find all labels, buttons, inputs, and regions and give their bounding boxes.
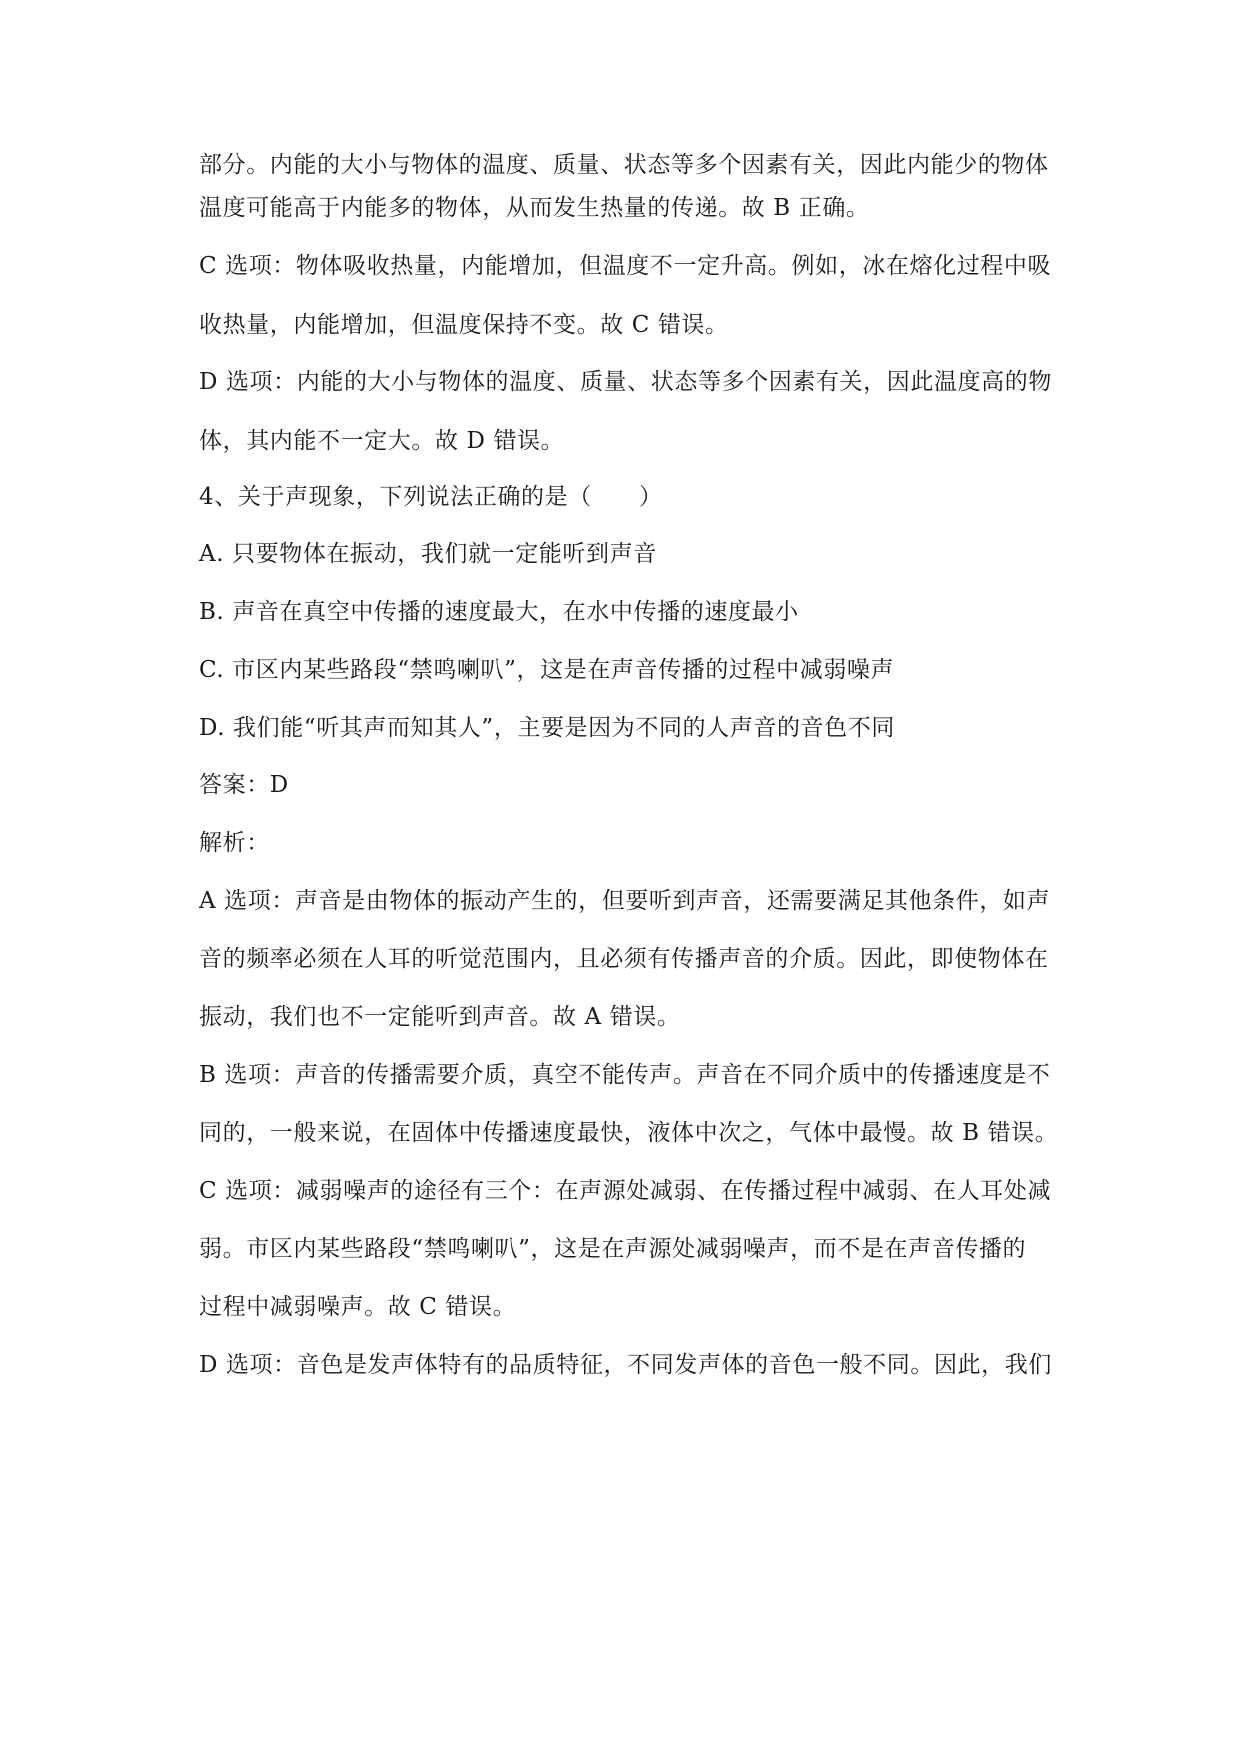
question-title: 4、关于声现象，下列说法正确的是（ ） xyxy=(199,484,663,510)
text-line: C 选项：减弱噪声的途径有三个：在声源处减弱、在传播过程中减弱、在人耳处减 xyxy=(199,1178,1052,1204)
text-line: 体，其内能不一定大。故 D 错误。 xyxy=(199,428,565,454)
analysis-heading: 解析： xyxy=(199,830,270,856)
text-line: 温度可能高于内能多的物体，从而发生热量的传递。故 B 正确。 xyxy=(199,195,870,221)
text-line: C 选项：物体吸收热量，内能增加，但温度不一定升高。例如，冰在熔化过程中吸 xyxy=(199,253,1052,279)
text-line: A 选项：声音是由物体的振动产生的，但要听到声音，还需要满足其他条件，如声 xyxy=(199,888,1051,914)
answer-line: 答案：D xyxy=(199,772,289,798)
text-line: D 选项：音色是发声体特有的品质特征，不同发声体的音色一般不同。因此，我们 xyxy=(199,1352,1052,1378)
option-d: D. 我们能“听其声而知其人”，主要是因为不同的人声音的音色不同 xyxy=(199,715,895,741)
option-a: A. 只要物体在振动，我们就一定能听到声音 xyxy=(199,541,657,567)
text-line: 弱。市区内某些路段“禁鸣喇叭”，这是在声源处减弱噪声，而不是在声音传播的 xyxy=(199,1236,1027,1262)
text-line: 振动，我们也不一定能听到声音。故 A 错误。 xyxy=(199,1004,681,1030)
text-line: 同的，一般来说，在固体中传播速度最快，液体中次之，气体中最慢。故 B 错误。 xyxy=(199,1120,1059,1146)
text-line: 过程中减弱噪声。故 C 错误。 xyxy=(199,1294,517,1320)
option-b: B. 声音在真空中传播的速度最大，在水中传播的速度最小 xyxy=(199,599,799,625)
text-line: 音的频率必须在人耳的听觉范围内，且必须有传播声音的介质。因此，即使物体在 xyxy=(199,946,1049,972)
text-line: 收热量，内能增加，但温度保持不变。故 C 错误。 xyxy=(199,312,729,338)
text-line: 部分。内能的大小与物体的温度、质量、状态等多个因素有关，因此内能少的物体 xyxy=(199,152,1049,178)
text-line: B 选项：声音的传播需要介质，真空不能传声。声音在不同介质中的传播速度是不 xyxy=(199,1062,1051,1088)
option-c: C. 市区内某些路段“禁鸣喇叭”，这是在声音传播的过程中减弱噪声 xyxy=(199,657,895,683)
text-line: D 选项：内能的大小与物体的温度、质量、状态等多个因素有关，因此温度高的物 xyxy=(199,369,1052,395)
